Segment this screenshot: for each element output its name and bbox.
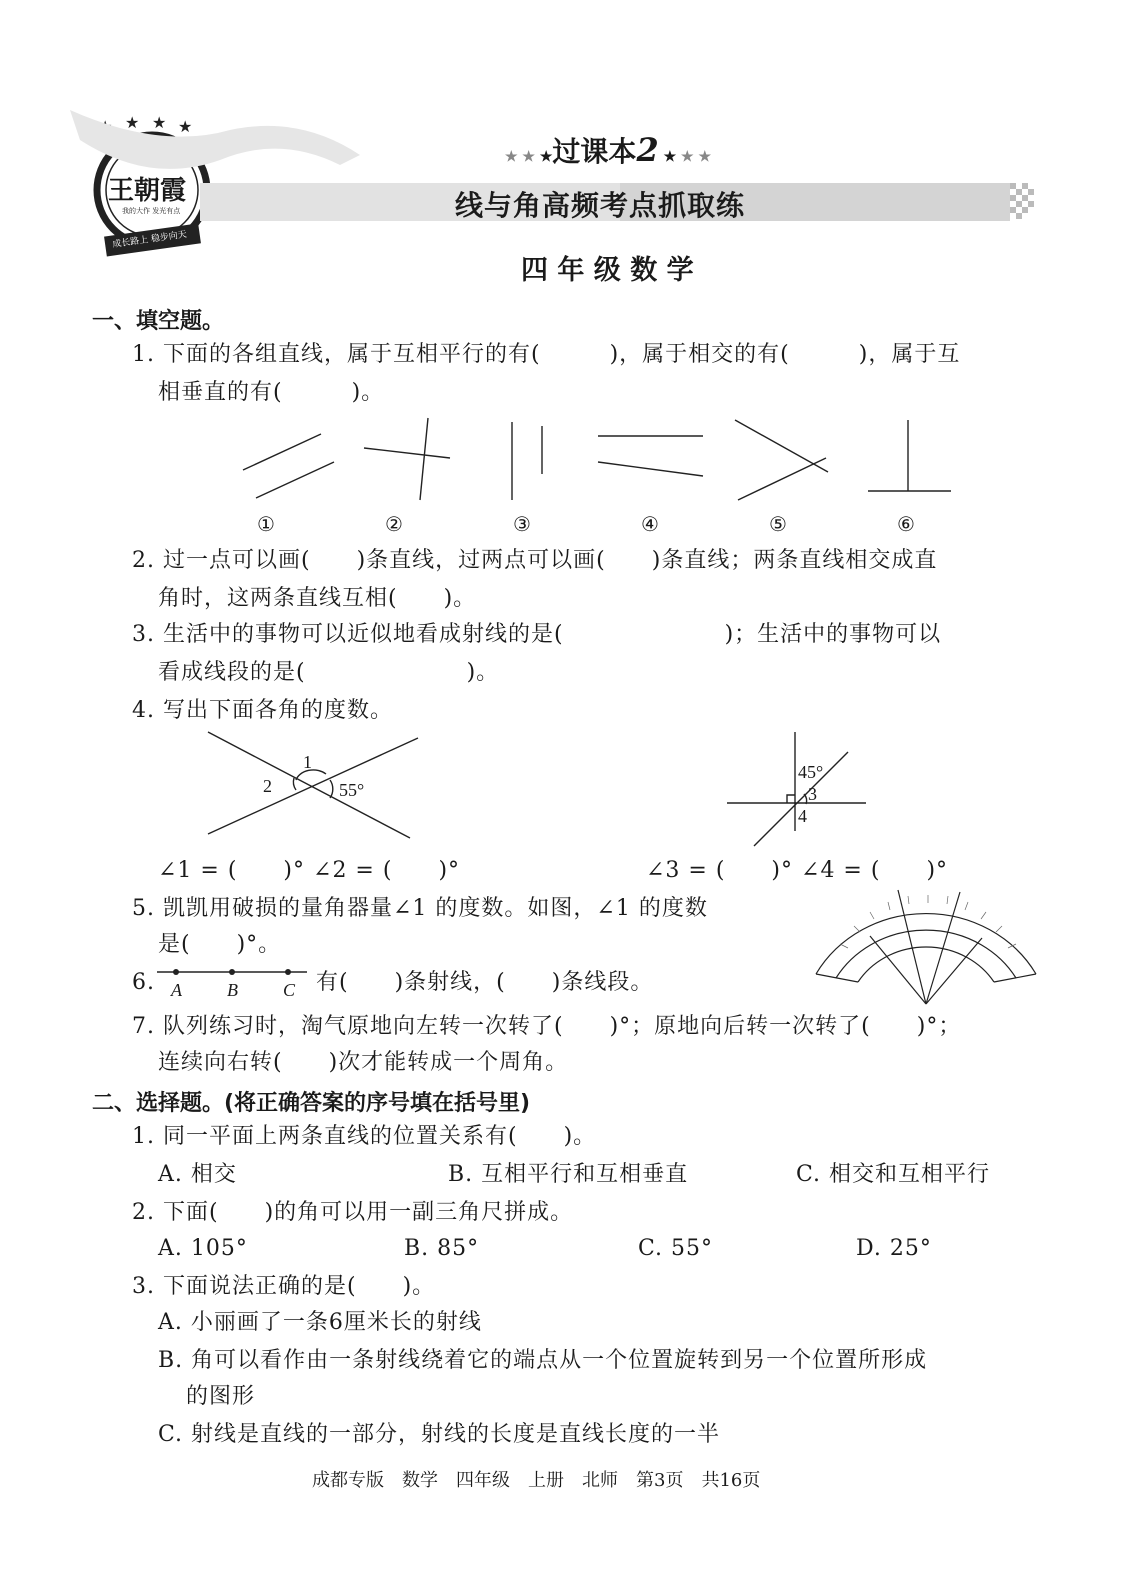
badge-text: 过课本: [552, 135, 637, 168]
s2-q1-option-a: A. 相交: [158, 1162, 237, 1187]
svg-text:★: ★: [178, 117, 193, 136]
q1-line2: 相垂直的有( )。: [158, 380, 385, 405]
s2-q3-option-b-line1: B. 角可以看作由一条射线绕着它的端点从一个位置旋转到另一个位置所形成: [158, 1348, 928, 1373]
svg-text:★: ★: [125, 113, 140, 132]
section2-title: 二、选择题。(将正确答案的序号填在括号里): [92, 1091, 531, 1116]
q1-line1: 1. 下面的各组直线，属于互相平行的有( )，属于相交的有( )，属于互: [132, 342, 961, 367]
q4-line1: 4. 写出下面各角的度数。: [132, 698, 393, 723]
q4-figure-b: [0, 728, 1139, 848]
s2-q1-stem: 1. 同一平面上两条直线的位置关系有( )。: [132, 1124, 597, 1149]
fig1-line-b: [256, 462, 334, 498]
section1-title: 一、填空题。: [92, 309, 225, 334]
svg-text:★: ★: [152, 113, 167, 132]
s2-q2-stem: 2. 下面( )的角可以用一副三角尺拼成。: [132, 1200, 574, 1225]
q6-prefix: 6.: [132, 970, 155, 995]
q7-line1: 7. 队列练习时，淘气原地向左转一次转了( )°；原地向后转一次转了( )°；: [132, 1014, 962, 1039]
q4-answers-right: ∠3 = ( )° ∠4 = ( )°: [646, 858, 949, 883]
fig-label-6: ⑥: [897, 514, 915, 536]
page-subtitle: 四 年 级 数 学: [521, 255, 694, 286]
q4-angle4-label: 4: [798, 806, 807, 826]
s2-q3-stem: 3. 下面说法正确的是( )。: [132, 1274, 436, 1299]
page-footer: 成都专版 数学 四年级 上册 北师 第3页 共16页: [312, 1470, 761, 1491]
logo-small: 我的大作 发光有点: [122, 207, 181, 215]
fig-label-4: ④: [641, 514, 659, 536]
q4-angle1-label: 1: [303, 752, 312, 772]
point-a: A: [171, 980, 182, 1000]
fig2-line-a: [364, 448, 450, 458]
broken-protractor: [810, 886, 1050, 1006]
q4-55-label: 55°: [339, 780, 365, 800]
s2-q1-option-b: B. 互相平行和互相垂直: [448, 1162, 689, 1187]
badge-number: 2: [636, 131, 659, 169]
s2-q2-option-a: A. 105°: [158, 1236, 248, 1261]
q2-line2: 角时，这两条直线互相( )。: [158, 586, 477, 611]
fig2-line-b: [420, 418, 428, 500]
q2-line1: 2. 过一点可以画( )条直线，过两点可以画( )条直线；两条直线相交成直: [132, 548, 938, 573]
s2-q3-option-b-line2: 的图形: [186, 1384, 256, 1409]
fig-label-3: ③: [513, 514, 531, 536]
q3-line1: 3. 生活中的事物可以近似地看成射线的是( )；生活中的事物可以: [132, 622, 942, 647]
logo-text: 王朝霞: [108, 176, 187, 206]
q6-text: 有( )条射线，( )条线段。: [316, 970, 654, 995]
s2-q3-option-c: C. 射线是直线的一部分，射线的长度是直线长度的一半: [158, 1422, 721, 1447]
fig-label-2: ②: [385, 514, 403, 536]
q6-line-abc: [155, 962, 315, 982]
logo-motto: 成长路上 稳步向天: [111, 229, 188, 251]
q3-line2: 看成线段的是( )。: [158, 660, 500, 685]
s2-q3-option-a: A. 小丽画了一条6厘米长的射线: [158, 1310, 482, 1335]
fig5-line-b: [738, 458, 826, 500]
point-b: B: [227, 980, 238, 1000]
s2-q2-option-d: D. 25°: [856, 1236, 932, 1261]
q5-line1: 5. 凯凯用破损的量角器量∠1 的度数。如图，∠1 的度数: [132, 896, 708, 921]
q4-angle2-label: 2: [263, 776, 272, 796]
page-title: 线与角高频考点抓取练: [455, 189, 746, 222]
fig-label-5: ⑤: [769, 514, 787, 536]
q7-line2: 连续向右转( )次才能转成一个周角。: [158, 1050, 569, 1075]
header-badge: ★ ★ ★过课本2 ★ ★ ★: [505, 131, 711, 169]
q4-answers-left: ∠1 = ( )° ∠2 = ( )°: [158, 858, 461, 883]
q1-line-figures: [0, 410, 1139, 530]
fig4-line-b: [598, 462, 703, 476]
fig-label-1: ①: [257, 514, 275, 536]
point-c: C: [283, 980, 296, 1000]
q4-angle3-label: 3: [808, 784, 817, 804]
fig1-line-a: [243, 434, 321, 470]
q5-line2: 是( )°。: [158, 932, 282, 957]
s2-q2-option-b: B. 85°: [404, 1236, 480, 1261]
s2-q2-option-c: C. 55°: [638, 1236, 714, 1261]
s2-q1-option-c: C. 相交和互相平行: [796, 1162, 991, 1187]
q4-45-label: 45°: [798, 762, 824, 782]
